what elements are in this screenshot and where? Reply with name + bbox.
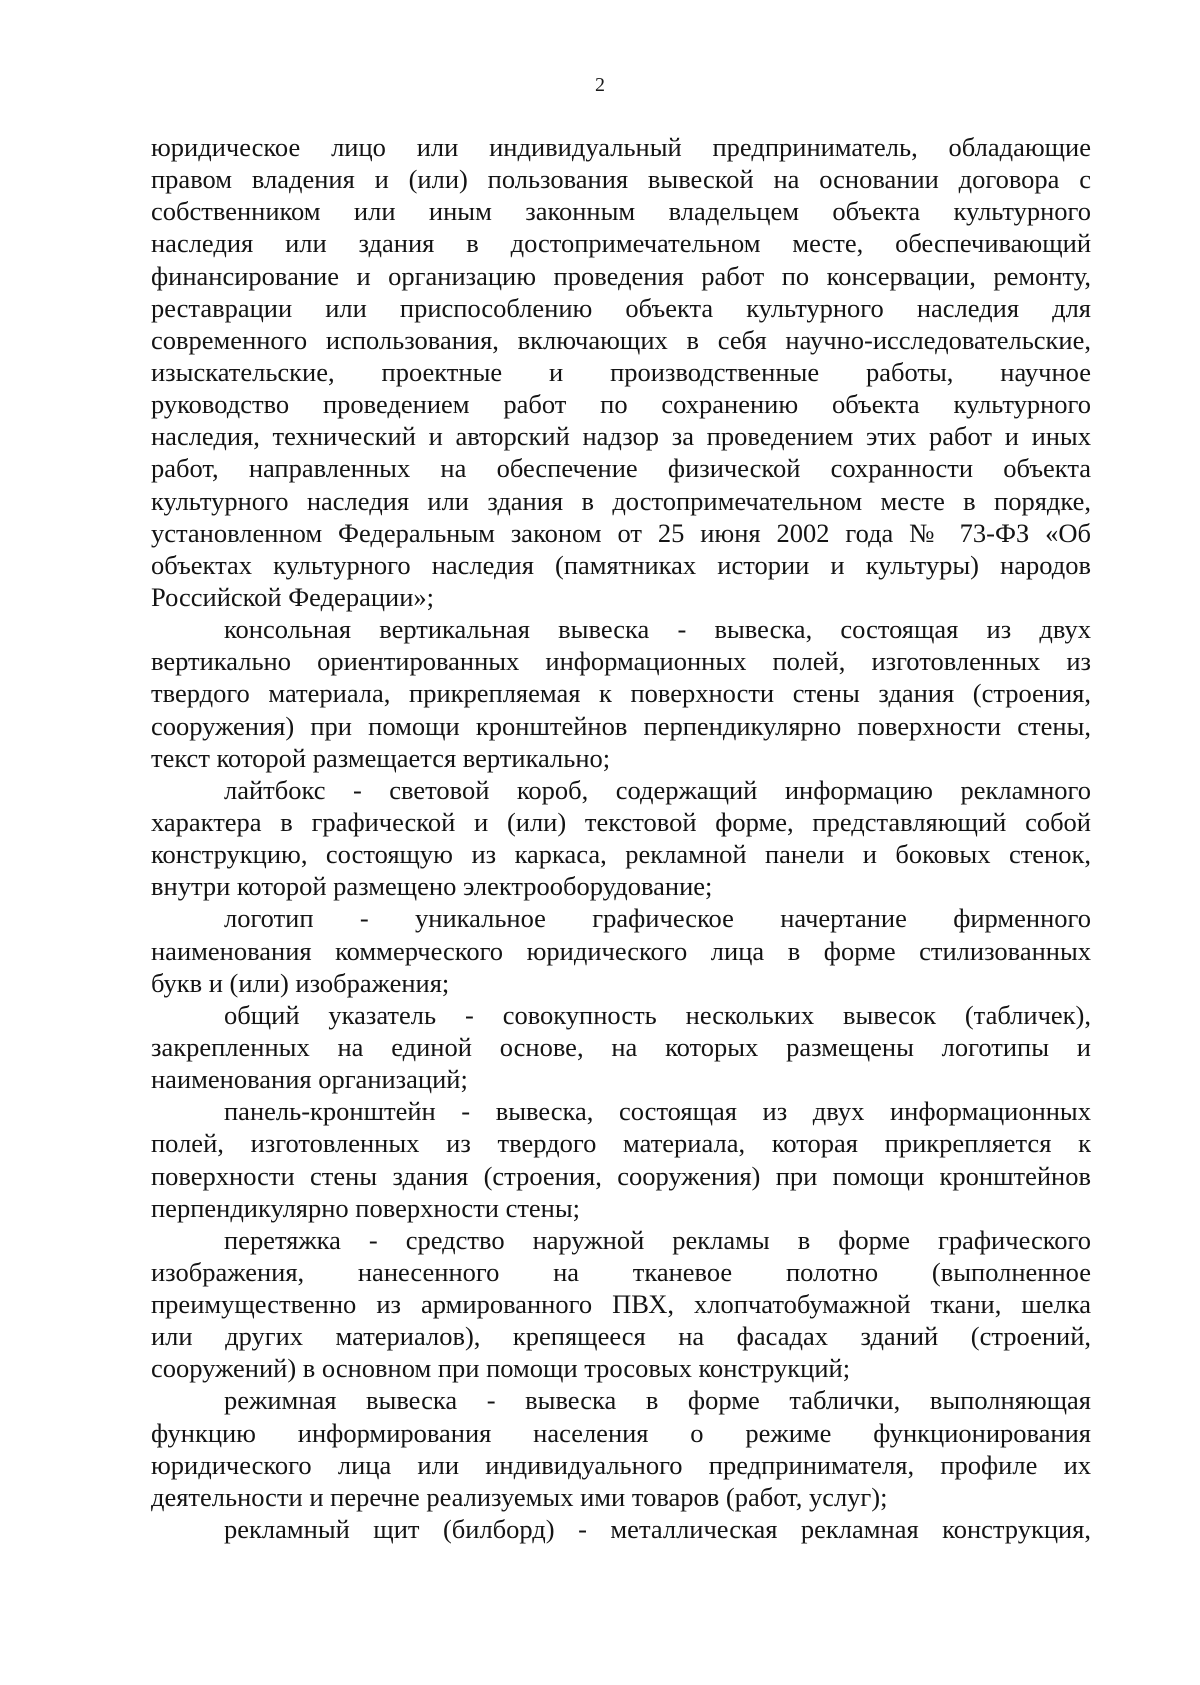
text-line: режимная вывеска - вывеска в форме таблички, выполняющая (224, 1385, 1091, 1416)
text-line: преимущественно из армированного ПВХ, хлопчатобумажной ткани, шелка (151, 1289, 1091, 1320)
text-line: наименования коммерческого юридического лица в форме стилизованных (151, 935, 1091, 966)
paragraph (151, 1384, 1091, 1513)
text-line: деятельности и перечне реализуемых ими товаров (работ, услуг); (151, 1481, 888, 1512)
text-line: конструкцию, состоящую из каркаса, рекламной панели и боковых стенок, (151, 839, 1091, 870)
text-line: поверхности стены здания (строения, сооружения) при помощи кронштейнов (151, 1160, 1091, 1191)
paragraph (151, 999, 1091, 1095)
text-line: консольная вертикальная вывеска - вывеска, состоящая из двух (224, 614, 1091, 645)
text-line: установленном Федеральным законом от 25 июня 2002 года № 73-ФЗ «Об (151, 517, 1091, 548)
text-line: финансирование и организацию проведения работ по консервации, ремонту, (151, 260, 1091, 291)
text-line: изображения, нанесенного на тканевое полотно (выполненное (151, 1256, 1091, 1287)
text-line: руководство проведением работ по сохранению объекта культурного (151, 389, 1091, 420)
paragraph (151, 613, 1091, 774)
text-line: наименования организаций; (151, 1064, 468, 1095)
text-line: полей, изготовленных из твердого материала, которая прикрепляется к (151, 1128, 1091, 1159)
text-line: объектах культурного наследия (памятниках истории и культуры) народов (151, 549, 1091, 580)
text-line: наследия, технический и авторский надзор за проведением этих работ и иных (151, 421, 1091, 452)
text-line: сооружений) в основном при помощи тросовых конструкций; (151, 1353, 851, 1384)
text-line: изыскательские, проектные и производственные работы, научное (151, 356, 1091, 387)
paragraph (151, 774, 1091, 903)
text-line: твердого материала, прикрепляемая к поверхности стены здания (строения, (151, 678, 1091, 709)
paragraph (151, 902, 1091, 998)
text-line: вертикально ориентированных информационных полей, изготовленных из (151, 646, 1091, 677)
text-line: реставрации или приспособлению объекта культурного наследия для (151, 292, 1091, 323)
text-line: перетяжка - средство наружной рекламы в форме графического (224, 1224, 1091, 1255)
text-line: внутри которой размещено электрооборудование; (151, 871, 713, 902)
text-line: наследия или здания в достопримечательном месте, обеспечивающий (151, 228, 1091, 259)
text-line: общий указатель - совокупность нескольких вывесок (табличек), (224, 999, 1091, 1030)
text-line: правом владения и (или) пользования вывеской на основании договора с (151, 164, 1091, 195)
text-line: юридического лица или индивидуального предпринимателя, профиле их (151, 1449, 1091, 1480)
page-number: 2 (595, 74, 605, 96)
text-line: современного использования, включающих в себя научно-исследовательские, (151, 324, 1091, 355)
text-line: перпендикулярно поверхности стены; (151, 1192, 581, 1223)
text-line: Российской Федерации»; (151, 581, 434, 612)
text-line: характера в графической и (или) текстовой форме, представляющий собой (151, 806, 1091, 837)
paragraph (151, 131, 1091, 613)
text-line: юридическое лицо или индивидуальный предприниматель, обладающие (151, 132, 1091, 162)
text-line: текст которой размещается вертикально; (151, 742, 611, 773)
paragraph (151, 1224, 1091, 1385)
text-line: сооружения) при помощи кронштейнов перпендикулярно поверхности стены, (151, 710, 1091, 741)
text-line: панель-кронштейн - вывеска, состоящая из двух информационных (224, 1096, 1091, 1127)
paragraph (151, 1095, 1091, 1224)
text-line: логотип - уникальное графическое начертание фирменного (224, 903, 1091, 934)
text-line: функцию информирования населения о режиме функционирования (151, 1417, 1091, 1448)
text-line: работ, направленных на обеспечение физической сохранности объекта (151, 453, 1091, 484)
paragraph (151, 1513, 1091, 1545)
text-line: закрепленных на единой основе, на которых размещены логотипы и (151, 1031, 1091, 1062)
text-line: или других материалов), крепящееся на фасадах зданий (строений, (151, 1321, 1091, 1352)
text-line: культурного наследия или здания в достопримечательном месте в порядке, (151, 485, 1091, 516)
document-body (151, 131, 1091, 1545)
text-line: собственником или иным законным владельцем объекта культурного (151, 196, 1091, 227)
text-line: букв и (или) изображения; (151, 967, 450, 998)
text-line: лайтбокс - световой короб, содержащий информацию рекламного (224, 774, 1091, 805)
text-line: рекламный щит (билборд) - металлическая рекламная конструкция, (224, 1514, 1091, 1545)
